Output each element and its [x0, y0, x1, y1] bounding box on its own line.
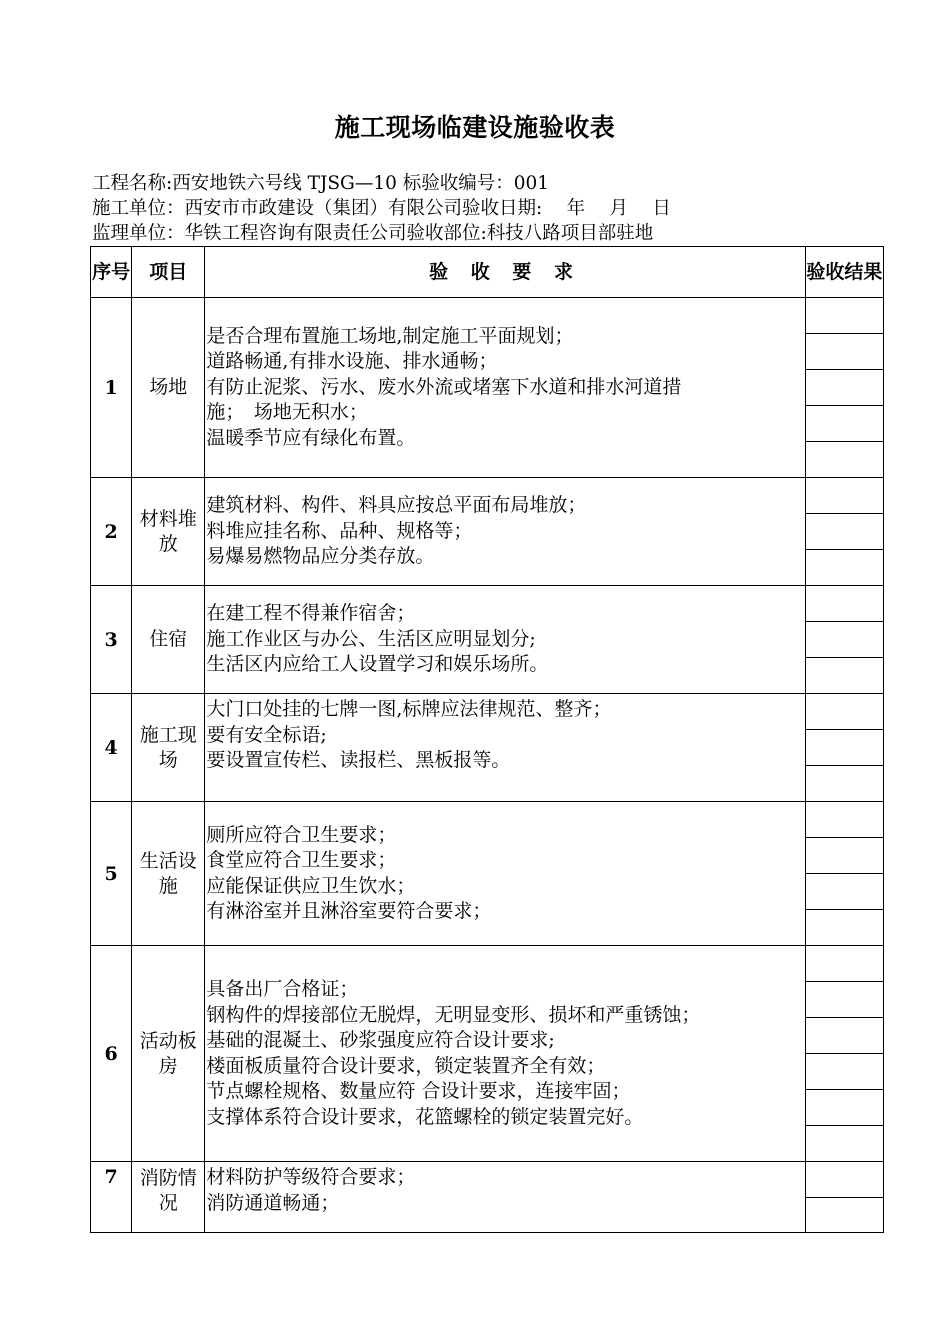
- row-item: 场地: [132, 298, 205, 478]
- supervision-unit-line: 监理单位：华铁工程咨询有限责任公司验收部位:科技八路项目部驻地: [92, 223, 654, 244]
- header-no: 序号: [91, 247, 132, 298]
- row-item: 材料堆放: [132, 478, 205, 586]
- row-no: 7: [91, 1162, 132, 1233]
- row-item: 生活设施: [132, 802, 205, 946]
- requirement-line: 料堆应挂名称、品种、规格等；: [206, 519, 473, 542]
- row-no: 5: [91, 802, 132, 946]
- requirement-line: 大门口处挂的七牌一图,标牌应法律规范、整齐；: [206, 698, 612, 720]
- row-no: 3: [91, 586, 132, 694]
- row-requirements: [205, 298, 805, 478]
- requirement-line: 消防通道畅通；: [206, 1191, 340, 1214]
- requirement-line: 温暖季节应有绿化布置。: [206, 426, 416, 449]
- row-requirements: [205, 694, 805, 802]
- construction-unit-line: 施工单位：西安市市政建设（集团）有限公司验收日期: 年 月 日: [92, 198, 671, 219]
- row-item: 消防情况: [132, 1162, 205, 1233]
- requirement-line: 有防止泥浆、污水、废水外流或堵塞下水道和排水河道措: [206, 375, 682, 398]
- row-requirements: [205, 586, 805, 694]
- table-row: [91, 802, 884, 946]
- row-no: 4: [91, 694, 132, 802]
- table-header-row: [91, 247, 884, 298]
- table-row: [91, 478, 884, 586]
- requirement-line: 应能保证供应卫生饮水；: [206, 874, 416, 897]
- requirement-line: 钢构件的焊接部位无脱焊，无明显变形、损坏和严重锈蚀；: [206, 1003, 701, 1026]
- row-requirements: [205, 802, 805, 946]
- result-cell[interactable]: [805, 1162, 883, 1233]
- requirement-line: 道路畅通,有排水设施、排水通畅；: [206, 350, 498, 373]
- requirement-line: 基础的混凝土、砂浆强度应符合设计要求;: [206, 1029, 555, 1051]
- requirement-line: 节点螺栓规格、数量应符 合设计要求，连接牢固；: [206, 1080, 631, 1102]
- row-item: 住宿: [132, 586, 205, 694]
- result-cell[interactable]: [805, 478, 883, 586]
- row-no: 6: [91, 946, 132, 1162]
- header-result: 验收结果: [805, 247, 883, 298]
- requirement-line: 食堂应符合卫生要求；: [206, 849, 397, 871]
- requirement-line: 要设置宣传栏、读报栏、黑板报等。: [206, 749, 511, 771]
- project-name-line: 工程名称:西安地铁六号线 TJSG—10 标验收编号：001: [92, 173, 550, 194]
- requirement-line: 有淋浴室并且淋浴室要符合要求；: [206, 900, 492, 922]
- acceptance-table: [90, 246, 884, 1233]
- result-cell[interactable]: [805, 586, 883, 694]
- table-row: [91, 946, 884, 1162]
- row-requirements: [205, 1162, 805, 1233]
- header-requirement: 验 收 要 求: [205, 247, 805, 298]
- requirement-line: 厕所应符合卫生要求；: [206, 823, 397, 846]
- result-cell[interactable]: [805, 694, 883, 802]
- row-no: 1: [91, 298, 132, 478]
- requirement-line: 在建工程不得兼作宿舍；: [206, 602, 416, 625]
- result-cell[interactable]: [805, 802, 883, 946]
- row-requirements: [205, 478, 805, 586]
- row-no: 2: [91, 478, 132, 586]
- result-cell[interactable]: [805, 298, 883, 478]
- page-title: 施工现场临建设施验收表: [334, 113, 616, 142]
- requirement-line: 建筑材料、构件、料具应按总平面布局堆放；: [206, 494, 587, 517]
- requirement-line: 支撑体系符合设计要求，花篮螺栓的锁定装置完好。: [206, 1105, 644, 1128]
- row-item: 施工现场: [132, 694, 205, 802]
- requirement-line: 具备出厂合格证；: [206, 978, 359, 1000]
- requirement-line: 楼面板质量符合设计要求，锁定装置齐全有效；: [206, 1054, 606, 1077]
- requirement-line: 生活区内应给工人设置学习和娱乐场所。: [206, 653, 549, 676]
- row-requirements: [205, 946, 805, 1162]
- requirement-line: 要有安全标语;: [206, 723, 327, 746]
- row-item: 活动板房: [132, 946, 205, 1162]
- requirement-line: 是否合理布置施工场地,制定施工平面规划；: [206, 324, 574, 347]
- requirement-line: 材料防护等级符合要求；: [206, 1166, 416, 1188]
- requirement-line: 施； 场地无积水；: [206, 401, 368, 424]
- requirement-line: 易爆易燃物品应分类存放。: [206, 545, 435, 568]
- requirement-line: 施工作业区与办公、生活区应明显划分;: [206, 627, 536, 650]
- table-row: [91, 1162, 884, 1233]
- table-row: [91, 586, 884, 694]
- table-row: [91, 298, 884, 478]
- header-item: 项目: [132, 247, 205, 298]
- table-row: [91, 694, 884, 802]
- result-cell[interactable]: [805, 946, 883, 1162]
